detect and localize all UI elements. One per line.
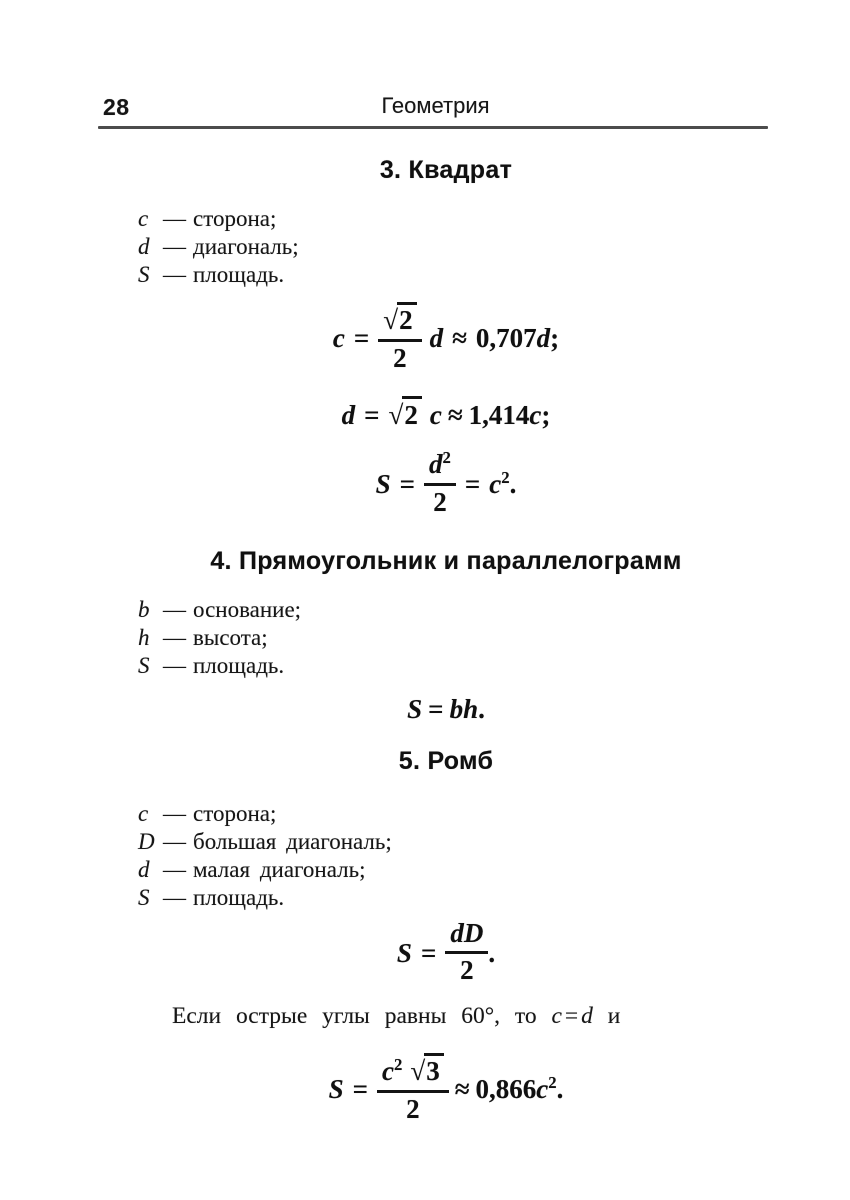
definition-line bbox=[138, 205, 792, 233]
definition-line bbox=[138, 800, 792, 828]
definition-dash: — bbox=[163, 828, 186, 854]
definition-line bbox=[138, 652, 792, 680]
definition-symbol: d bbox=[138, 856, 150, 882]
definition-line bbox=[138, 261, 792, 289]
definition-text: малая диагональ; bbox=[193, 856, 366, 882]
definition-text: диагональ; bbox=[193, 234, 299, 259]
definition-symbol: d bbox=[138, 234, 150, 259]
radical-sign: √ bbox=[388, 400, 404, 431]
approx-variable: c bbox=[529, 400, 542, 431]
definition-symbol: D bbox=[138, 828, 155, 854]
fraction-denominator: 2 bbox=[460, 955, 474, 986]
formula-factor: d bbox=[429, 322, 444, 353]
formula-rectangle-area bbox=[100, 694, 792, 725]
equals-sign: = bbox=[399, 469, 416, 500]
definition-symbol: h bbox=[138, 624, 150, 650]
fraction-denominator: 2 bbox=[406, 1093, 420, 1124]
definition-symbol: S bbox=[138, 262, 150, 287]
equals-sign: = bbox=[352, 1074, 369, 1105]
definition-dash: — bbox=[163, 884, 186, 910]
fraction-numerator bbox=[424, 450, 456, 486]
equals-sign: = bbox=[364, 400, 380, 431]
approx-variable: c bbox=[536, 1074, 549, 1105]
definition-text: площадь. bbox=[193, 652, 285, 678]
section-heading-rectangle: 4. Прямоугольник и параллелограмм bbox=[210, 546, 682, 575]
exponent: 2 bbox=[442, 448, 451, 468]
rhs-variable: c bbox=[489, 469, 502, 500]
running-head bbox=[103, 93, 768, 123]
square-root bbox=[383, 305, 416, 335]
formula-lhs: S bbox=[396, 937, 412, 968]
section-heading-rhombus: 5. Ромб bbox=[398, 746, 494, 775]
approx-value: 0,866 bbox=[475, 1074, 537, 1105]
formula-punctuation: . bbox=[556, 1074, 564, 1105]
formula-lhs: S bbox=[328, 1074, 344, 1105]
exponent: 2 bbox=[548, 1073, 557, 1093]
definition-symbol: c bbox=[138, 206, 149, 231]
radical-sign: √ bbox=[410, 1056, 426, 1087]
definition-dash: — bbox=[163, 206, 186, 231]
exponent: 2 bbox=[501, 468, 510, 488]
approx-sign: ≈ bbox=[454, 1074, 470, 1105]
radicand: 2 bbox=[402, 396, 422, 431]
fraction bbox=[377, 1053, 449, 1124]
definition-dash: — bbox=[163, 800, 186, 826]
approx-sign: ≈ bbox=[452, 322, 467, 353]
section-heading-square: 3. Квадрат bbox=[379, 156, 513, 184]
definitions-rhombus bbox=[138, 800, 792, 912]
definition-text: сторона; bbox=[193, 800, 277, 826]
definition-symbol: S bbox=[138, 652, 150, 678]
equals-sign: = bbox=[420, 937, 437, 968]
formula-factor: c bbox=[429, 400, 442, 431]
header-rule bbox=[98, 126, 768, 129]
definition-symbol: c bbox=[138, 800, 149, 826]
condition-math-lhs: c bbox=[551, 1003, 562, 1030]
fraction bbox=[424, 450, 456, 517]
page-content bbox=[100, 150, 792, 1128]
definition-line bbox=[138, 233, 792, 261]
radical-sign: √ bbox=[383, 305, 399, 335]
fraction bbox=[378, 302, 421, 373]
formula-rhombus-60-area bbox=[100, 1056, 792, 1127]
approx-sign: ≈ bbox=[447, 400, 463, 431]
approx-variable: d bbox=[536, 322, 551, 353]
definition-text: площадь. bbox=[193, 884, 285, 910]
exponent: 2 bbox=[394, 1055, 403, 1075]
definition-text: сторона; bbox=[193, 206, 277, 231]
chapter-title: Геометрия bbox=[381, 93, 490, 118]
page-number: 28 bbox=[103, 94, 130, 120]
formula-square-area bbox=[100, 448, 792, 520]
equals-sign: = bbox=[564, 1003, 579, 1030]
equals-sign: = bbox=[428, 693, 444, 724]
definition-dash: — bbox=[163, 262, 186, 287]
definition-text: большая диагональ; bbox=[193, 828, 392, 854]
radicand: 2 bbox=[397, 302, 417, 336]
formula-lhs: S bbox=[375, 469, 391, 500]
numerator-variable: d bbox=[429, 449, 443, 480]
definition-text: площадь. bbox=[193, 262, 285, 287]
definition-dash: — bbox=[163, 652, 186, 678]
fraction-numerator bbox=[378, 302, 421, 342]
formula-punctuation: ; bbox=[541, 400, 551, 431]
definition-line bbox=[138, 828, 792, 856]
definition-text: высота; bbox=[193, 624, 268, 650]
definition-text: основание; bbox=[193, 596, 302, 622]
definition-dash: — bbox=[163, 856, 186, 882]
definition-line bbox=[138, 884, 792, 912]
formula-punctuation: . bbox=[478, 693, 485, 724]
definition-dash: — bbox=[163, 234, 186, 259]
radicand: 3 bbox=[424, 1053, 444, 1087]
condition-sentence bbox=[172, 1003, 792, 1030]
definition-line bbox=[138, 856, 792, 884]
definition-dash: — bbox=[163, 596, 186, 622]
formula-rhombus-area bbox=[100, 917, 792, 989]
fraction bbox=[445, 919, 488, 986]
condition-math bbox=[551, 1003, 592, 1029]
definitions-rectangle bbox=[138, 596, 792, 680]
fraction-numerator bbox=[377, 1053, 449, 1093]
numerator-variable: c bbox=[382, 1056, 394, 1087]
fraction-denominator: 2 bbox=[393, 342, 407, 373]
formula-punctuation: . bbox=[509, 469, 517, 500]
definition-line bbox=[138, 596, 792, 624]
approx-value: 0,707 bbox=[475, 322, 537, 353]
formula-punctuation: ; bbox=[550, 322, 560, 353]
condition-text-end: и bbox=[607, 1003, 621, 1030]
condition-math-rhs: d bbox=[581, 1003, 593, 1030]
formula-lhs: c bbox=[332, 322, 345, 353]
formula-lhs: d bbox=[341, 400, 356, 431]
rhs-variables: bh bbox=[449, 693, 479, 724]
formula-punctuation: . bbox=[488, 937, 496, 968]
definition-symbol: S bbox=[138, 884, 150, 910]
approx-value: 1,414 bbox=[468, 400, 530, 431]
formula-square-side bbox=[100, 305, 792, 376]
formula-lhs: S bbox=[407, 693, 423, 724]
fraction-denominator: 2 bbox=[433, 487, 447, 518]
definitions-square bbox=[138, 205, 792, 289]
definition-line bbox=[138, 624, 792, 652]
fraction-numerator: dD bbox=[445, 919, 488, 955]
condition-text-start: Если острые углы равны 60°, то bbox=[172, 1003, 537, 1030]
formula-square-diagonal bbox=[100, 396, 792, 431]
definition-symbol: b bbox=[138, 596, 150, 622]
square-root bbox=[410, 1056, 443, 1086]
square-root bbox=[389, 400, 422, 430]
equals-sign: = bbox=[353, 322, 370, 353]
equals-sign: = bbox=[464, 469, 481, 500]
definition-dash: — bbox=[163, 624, 186, 650]
